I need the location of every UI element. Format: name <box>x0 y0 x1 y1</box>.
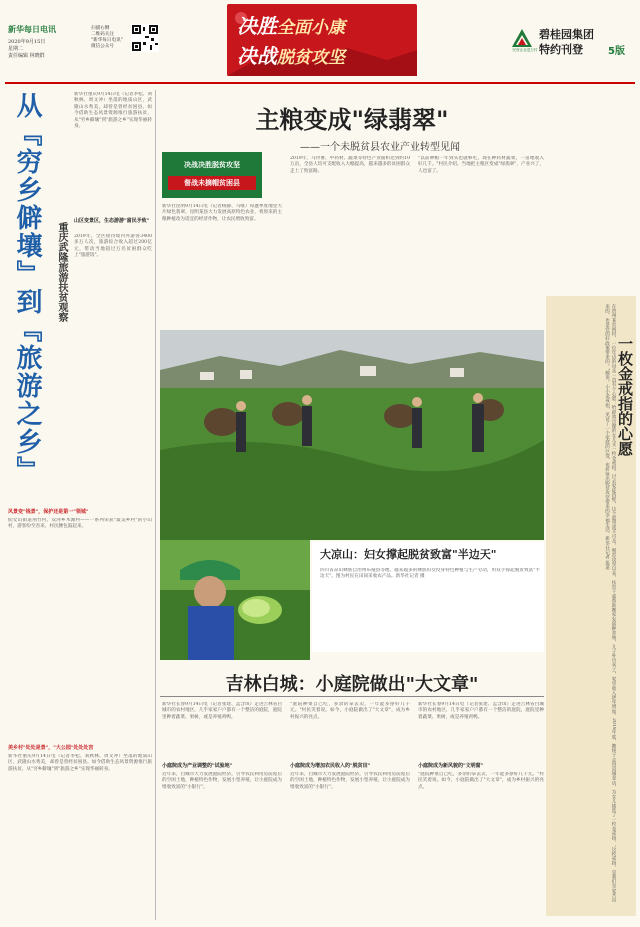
right-column-box <box>546 296 636 916</box>
main-body-1: 新华社昆明9月14日电（记者杨静、马唯）每逢季度地里大片绿色翡翠，昆明某县大力发展高原特色农业，将原来的主粮种植改为适宜的经济作物，让农民增收致富。 <box>162 204 282 222</box>
campaign-banner <box>227 4 417 76</box>
left-body-4: 新华社重庆9月14日电（记者李松、刘秋林、周文冲）坐落的地质山区，武隆山水秀美，却曾是曾经贫困县。如今借助生态风景资源推行旅游扶贫，从"穷乡僻壤"到"旅游之乡"实现华丽转身。 <box>8 754 152 772</box>
logo-caption: 民营企业进万村 <box>512 48 538 52</box>
bottom-headline: 吉林白城：小庭院做出"大文章" <box>225 674 479 695</box>
qr-note <box>91 26 133 50</box>
left-subhead-3: 美乡村"处处是景"，"大公园"处处处宫 <box>8 745 94 751</box>
paper-name: 新华每日电讯 <box>8 25 56 34</box>
sponsor-name: 碧桂园集团 <box>539 28 594 41</box>
banner-line-1 <box>237 10 345 39</box>
qr-code-icon <box>131 24 159 52</box>
bottom-subhead-1: 小庭院成为产业调整的"试验地" <box>162 763 233 769</box>
photo-caption-box <box>312 542 544 652</box>
woman-photo <box>160 540 310 660</box>
banner-line-2 <box>237 40 345 69</box>
right-headline-box <box>616 336 634 556</box>
page-number: 5版 <box>608 46 625 57</box>
photo-caption-body: 四川省凉山彝族自治州布拖县等地，越来越多的彝族妇女投身特色种植与生产劳动，用双手撑起脱贫致富"半边天"。图为村民在田间采收农产品。新华社记者 摄 <box>320 568 540 580</box>
banner-word: 决战 <box>237 44 277 68</box>
left-subhead-1: 山区变景区，生态游游"富民矛致" <box>74 218 150 224</box>
left-body-1: 新华社重庆9月14日电（记者李松、刘秋林、周文冲）坐落的地质山区，武隆山水秀美，却曾是曾经贫困县。如今借助生态风景资源推行旅游扶贫，从"穷乡僻壤"到"旅游之乡"实现华丽转身。 <box>74 92 152 130</box>
left-body-2: 2019年，全区接待境内外游客3400多万人次，旅游综合收入超过200亿元，带动当地超过万名贫困群众吃上"旅游饭"。 <box>74 234 152 259</box>
badge-line-1: 决战决胜脱贫攻坚 <box>184 161 240 169</box>
left-subheadline-box <box>54 222 68 402</box>
left-headline: 从『穷乡僻壤』到『旅游之乡』 <box>12 92 42 484</box>
bottom-subhead-2: 小庭院成为增加农民收入的"脱贫田" <box>290 763 371 769</box>
main-body-2: 2019年，马铃薯、中药材、蔬菜等特色产业面积达到约10万亩，全县人均可支配收入大幅提高，越来越多的贫困群众走上了致富路。 <box>290 156 410 174</box>
weekday: 星期二 <box>8 46 24 52</box>
column-divider <box>155 90 156 920</box>
sponsor-logo-icon <box>511 28 533 48</box>
bottom-body-3: "庭院种菜自己吃，多余的拿去卖，一年能多挣好几千元。"村民笑着说。如今，小庭院做出了"大文章"，成为乡村振兴的亮点。 <box>290 702 410 720</box>
date-line: 2020年9月15日 <box>8 39 46 45</box>
photo-caption-title: 大凉山：妇女撑起脱贫致富"半边天" <box>320 548 497 561</box>
sponsor-sub: 特约刊登 <box>539 43 583 56</box>
right-headline: 一枚金戒指的心愿 <box>616 336 634 456</box>
left-subheadline: 重庆武隆旅游扶贫观察 <box>56 222 67 322</box>
banner-word: 全面小康 <box>277 18 345 38</box>
masthead <box>5 4 635 82</box>
left-subhead-2: 风景变"钱景"，保护还是第一"领城" <box>8 509 89 515</box>
qr-note-line: "新华每日电讯" <box>91 38 123 43</box>
qr-note-line: 微信公众号 <box>91 44 114 49</box>
main-subheadline: ——一个未脱贫县农业产业转型见闻 <box>300 142 460 153</box>
bottom-body-5: 新华社长春9月14日电（记者张建、孟含琪）走进吉林省白城市的农村地区，几乎家家户户都有一个整洁的庭院，庭院里种着蔬菜、果树，或是养殖鸡鸭。 <box>418 702 544 720</box>
main-headline: 主粮变成"绿翡翠" <box>255 106 449 134</box>
farm-photo <box>160 330 544 540</box>
badge-line-2: 督战未摘帽贫困县 <box>168 176 256 190</box>
right-body: 在贵州某贫困村，一位年迈的母亲一直有个心愿：给即将出嫁的女儿买一枚金戒指。过去家徒四壁，这个愿望遥不可及。脱贫攻坚以来，扶贫干部帮助她家发展种养殖，儿子外出务工，家里收入逐年增加。2019年底，她终于走进县城金店，为女儿挑选了一枚金戒指。"这枚戒指，是我们全家苦出来的，也是党的好政策带来的。"她说。小小金戒指，见证了一个家庭的巨变，也折射出脱贫攻坚带来的幸福生活。新华社记者 报道 <box>604 304 616 903</box>
editors: 责任编辑 林晓群 <box>8 53 45 59</box>
bottom-body-6: "庭院种菜自己吃，多余的拿去卖，一年能多挣好几千元。"村民笑着说。如今，小庭院做出了"大文章"，成为乡村振兴的亮点。 <box>418 772 544 790</box>
banner-word: 脱贫攻坚 <box>277 48 345 68</box>
qr-note-line: 二维码关注 <box>91 32 114 37</box>
bottom-subhead-3: 小庭院成为新风貌的"文明窗" <box>418 763 484 769</box>
bottom-body-1: 新华社长春9月14日电（记者张建、孟含琪）走进吉林省白城市的农村地区，几乎家家户户都有一个整洁的庭院，庭院里种着蔬菜、果树，或是养殖鸡鸭。 <box>162 702 282 720</box>
bottom-body-2: 近年来，白城市大力发展庭院经济，引导农民利用房前屋后的空闲土地，种植特色作物，发展小型养殖，让小庭院成为增收致富的"小银行"。 <box>162 772 282 790</box>
qr-note-line: 扫描右侧 <box>91 26 110 31</box>
main-body-3: "以前种粮一年到头也就够吃，现在种药材蔬菜，一亩地收入好几千。"村民介绍。当地把主粮区变成"绿翡翠"，产业兴了，人也富了。 <box>418 156 544 174</box>
left-body-3: 仙女山街道荆竹村、双河乡木滩村——一系列荣获"最美乡村"的小山村，游客纷至沓来，村民腰包鼓起来。 <box>8 518 152 530</box>
bottom-divider <box>160 696 544 697</box>
banner-word: 决胜 <box>237 14 277 38</box>
campaign-badge <box>162 152 262 198</box>
masthead-divider <box>5 82 635 84</box>
left-headline-box <box>8 92 50 502</box>
bottom-body-4: 近年来，白城市大力发展庭院经济，引导农民利用房前屋后的空闲土地，种植特色作物，发展小型养殖，让小庭院成为增收致富的"小银行"。 <box>290 772 410 790</box>
